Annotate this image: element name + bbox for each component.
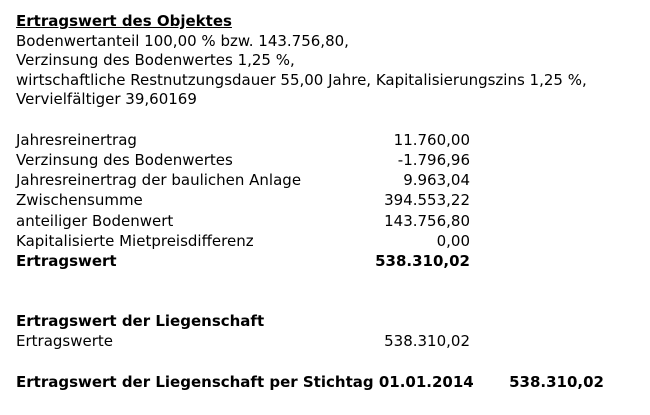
calc-row-value: -1.796,96 [397,150,470,169]
calc-row [16,190,636,210]
property-value-row [16,331,636,351]
calc-row-value: 143.756,80 [384,211,470,230]
final-value-label: Ertragswert der Liegenschaft per Stichtag 01.01.2014 [16,372,474,391]
total-row [16,251,636,271]
calc-row [16,231,636,251]
calc-row-label: Kapitalisierte Mietpreisdifferenz [16,231,254,250]
total-row-label: Ertragswert [16,252,117,271]
calc-row-value: 9.963,04 [403,171,470,190]
calc-row-label: Jahresreinertrag [16,130,137,149]
calc-row-label: anteiliger Bodenwert [16,211,174,230]
property-value-label: Ertragswerte [16,331,113,350]
calc-row [16,150,636,170]
final-value-amount: 538.310,02 [509,372,604,391]
intro-line-remaining-life: wirtschaftliche Restnutzungsdauer 55,00 Jahre, Kapitalisierungszins 1,25 %, [16,70,587,89]
calc-row [16,211,636,231]
valuation-document [16,12,636,393]
calc-row-label: Jahresreinertrag der baulichen Anlage [16,171,302,190]
calc-row-label: Verzinsung des Bodenwertes [16,150,233,169]
intro-line-land-share: Bodenwertanteil 100,00 % bzw. 143.756,80, [16,31,349,50]
property-value-amount: 538.310,02 [384,331,470,350]
section-heading: Ertragswert des Objektes [16,12,232,30]
final-value-row [16,371,636,393]
calc-row-value: 11.760,00 [393,130,470,149]
calc-row [16,170,636,190]
total-row-value: 538.310,02 [375,252,470,271]
intro-line-multiplier: Vervielfältiger 39,60169 [16,90,197,108]
intro-line-interest: Verzinsung des Bodenwertes 1,25 %, [16,51,295,69]
property-value-title: Ertragswert der Liegenschaft [16,311,265,330]
calc-row-value: 394.553,22 [384,191,470,210]
calc-row [16,130,636,150]
calc-row-label: Zwischensumme [16,191,143,210]
calc-row-value: 0,00 [436,231,470,250]
